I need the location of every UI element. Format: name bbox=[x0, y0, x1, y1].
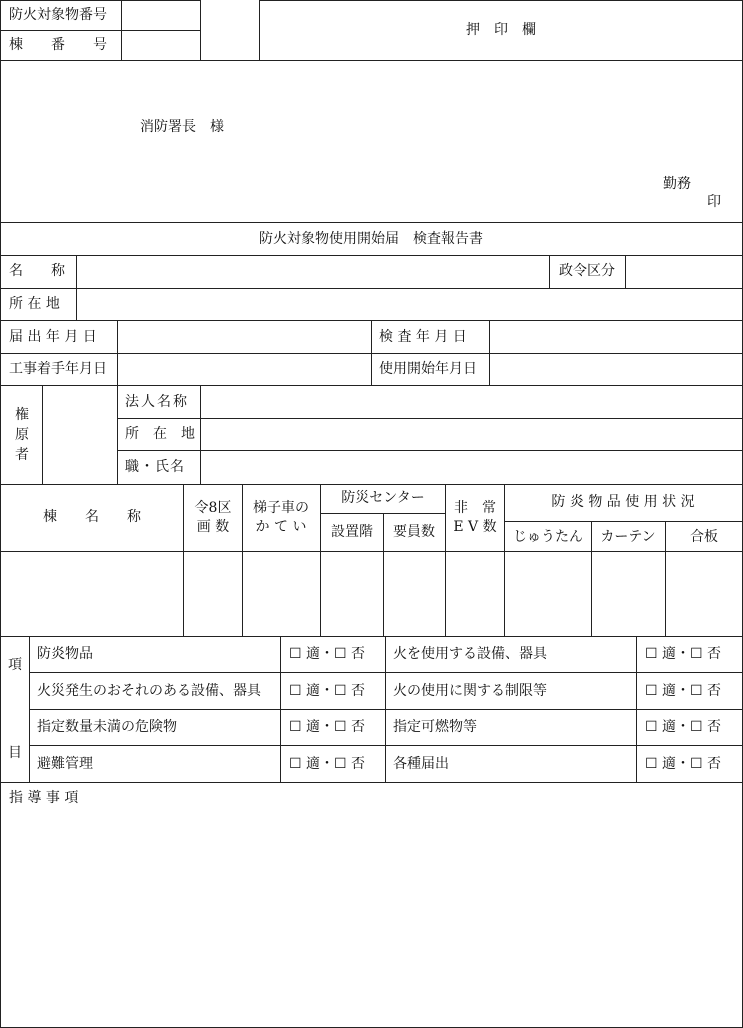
owner-label-3: 者 bbox=[15, 447, 29, 463]
divider bbox=[549, 255, 550, 288]
building-name-header: 棟 名 称 bbox=[43, 509, 141, 525]
divider bbox=[117, 385, 118, 484]
name-input[interactable] bbox=[77, 256, 549, 288]
duty-label: 勤務 bbox=[663, 176, 691, 192]
emergency-ev-header-2: E V 数 bbox=[453, 519, 497, 535]
item-label: 火の使用に関する制限等 bbox=[393, 683, 547, 699]
item-label: 火を使用する設備、器具 bbox=[393, 646, 547, 662]
flameproof-usage-header: 防 炎 物 品 使 用 状 況 bbox=[551, 494, 695, 510]
emergency-ev-header-1: 非 常 bbox=[454, 500, 496, 516]
item-checkbox[interactable]: ☐ 適・☐ 否 bbox=[645, 719, 722, 735]
divider bbox=[0, 782, 743, 783]
use-start-date-input[interactable] bbox=[490, 354, 742, 385]
fire-chief-label: 消防署長 様 bbox=[140, 119, 224, 135]
building-number-label: 棟 番 号 bbox=[9, 37, 107, 53]
inspect-date-input[interactable] bbox=[490, 321, 742, 353]
staff-count-input[interactable] bbox=[384, 552, 445, 636]
divider bbox=[0, 222, 743, 223]
inspect-date-label: 検 査 年 月 日 bbox=[379, 329, 467, 345]
curtain-input[interactable] bbox=[592, 552, 665, 636]
owner-address-label: 所 在 地 bbox=[125, 426, 195, 442]
form-title: 防火対象物使用開始届 検査報告書 bbox=[259, 231, 483, 247]
building-number-input[interactable] bbox=[122, 31, 200, 60]
divider bbox=[320, 513, 445, 514]
divider bbox=[29, 672, 743, 673]
item-checkbox[interactable]: ☐ 適・☐ 否 bbox=[645, 646, 722, 662]
seal-column-label: 押 印 欄 bbox=[466, 22, 536, 38]
divider bbox=[371, 320, 372, 385]
install-floor-input[interactable] bbox=[321, 552, 383, 636]
carpet-header: じゅうたん bbox=[513, 529, 583, 545]
divider bbox=[29, 745, 743, 746]
divider bbox=[0, 636, 743, 637]
divider bbox=[504, 521, 743, 522]
item-checkbox[interactable]: ☐ 適・☐ 否 bbox=[289, 683, 366, 699]
items-side-label-top: 項 bbox=[8, 657, 22, 673]
guidance-label: 指 導 事 項 bbox=[9, 790, 79, 806]
notify-date-label: 届 出 年 月 日 bbox=[9, 329, 97, 345]
plywood-input[interactable] bbox=[666, 552, 742, 636]
address-input[interactable] bbox=[77, 289, 742, 320]
zone-count-header-1: 令8区 bbox=[194, 500, 232, 516]
address-label: 所 在 地 bbox=[9, 296, 60, 312]
owner-label-2: 原 bbox=[15, 427, 29, 443]
divider bbox=[0, 484, 743, 485]
emergency-ev-input[interactable] bbox=[446, 552, 504, 636]
seal-mark: 印 bbox=[707, 194, 721, 210]
divider bbox=[29, 709, 743, 710]
name-label: 名 称 bbox=[9, 263, 65, 279]
ordinance-category-input[interactable] bbox=[626, 256, 742, 288]
construction-start-date-label: 工事着手年月日 bbox=[9, 361, 107, 377]
install-floor-header: 設置階 bbox=[331, 524, 373, 540]
zone-count-input[interactable] bbox=[184, 552, 242, 636]
ladder-truck-input[interactable] bbox=[243, 552, 320, 636]
construction-start-date-input[interactable] bbox=[118, 354, 371, 385]
ladder-truck-header-1: 梯子車の bbox=[253, 500, 309, 516]
building-name-input[interactable] bbox=[1, 552, 183, 636]
ladder-truck-header-2: か て い bbox=[255, 519, 307, 535]
item-checkbox[interactable]: ☐ 適・☐ 否 bbox=[645, 683, 722, 699]
guidance-textarea[interactable] bbox=[1, 810, 742, 1026]
item-checkbox[interactable]: ☐ 適・☐ 否 bbox=[289, 719, 366, 735]
ordinance-category-label: 政令区分 bbox=[559, 263, 615, 279]
staff-count-header: 要員数 bbox=[393, 524, 435, 540]
owner-label-1: 権 bbox=[15, 407, 29, 423]
item-label: 防炎物品 bbox=[37, 646, 93, 662]
carpet-input[interactable] bbox=[505, 552, 591, 636]
notify-date-input[interactable] bbox=[118, 321, 371, 353]
owner-extra-input[interactable] bbox=[43, 386, 117, 484]
items-side-label-bottom: 目 bbox=[8, 745, 22, 761]
item-checkbox[interactable]: ☐ 適・☐ 否 bbox=[289, 756, 366, 772]
item-checkbox[interactable]: ☐ 適・☐ 否 bbox=[645, 756, 722, 772]
item-checkbox[interactable]: ☐ 適・☐ 否 bbox=[289, 646, 366, 662]
position-name-input[interactable] bbox=[201, 451, 742, 484]
plywood-header: 合板 bbox=[690, 529, 718, 545]
item-label: 避難管理 bbox=[37, 756, 93, 772]
zone-count-header-2: 画 数 bbox=[196, 519, 230, 535]
owner-address-input[interactable] bbox=[201, 419, 742, 450]
item-label: 指定数量未満の危険物 bbox=[37, 719, 177, 735]
curtain-header: カーテン bbox=[600, 529, 656, 545]
use-start-date-label: 使用開始年月日 bbox=[379, 361, 477, 377]
corp-name-label: 法人名称 bbox=[125, 394, 189, 410]
position-name-label: 職・氏名 bbox=[125, 459, 185, 475]
item-label: 指定可燃物等 bbox=[393, 719, 477, 735]
fire-object-number-input[interactable] bbox=[122, 1, 200, 29]
fire-object-number-label: 防火対象物番号 bbox=[9, 7, 107, 23]
item-label: 火災発生のおそれのある設備、器具 bbox=[37, 683, 261, 699]
item-label: 各種届出 bbox=[393, 756, 449, 772]
corp-name-input[interactable] bbox=[201, 386, 742, 418]
disaster-center-header: 防災センター bbox=[341, 490, 425, 506]
